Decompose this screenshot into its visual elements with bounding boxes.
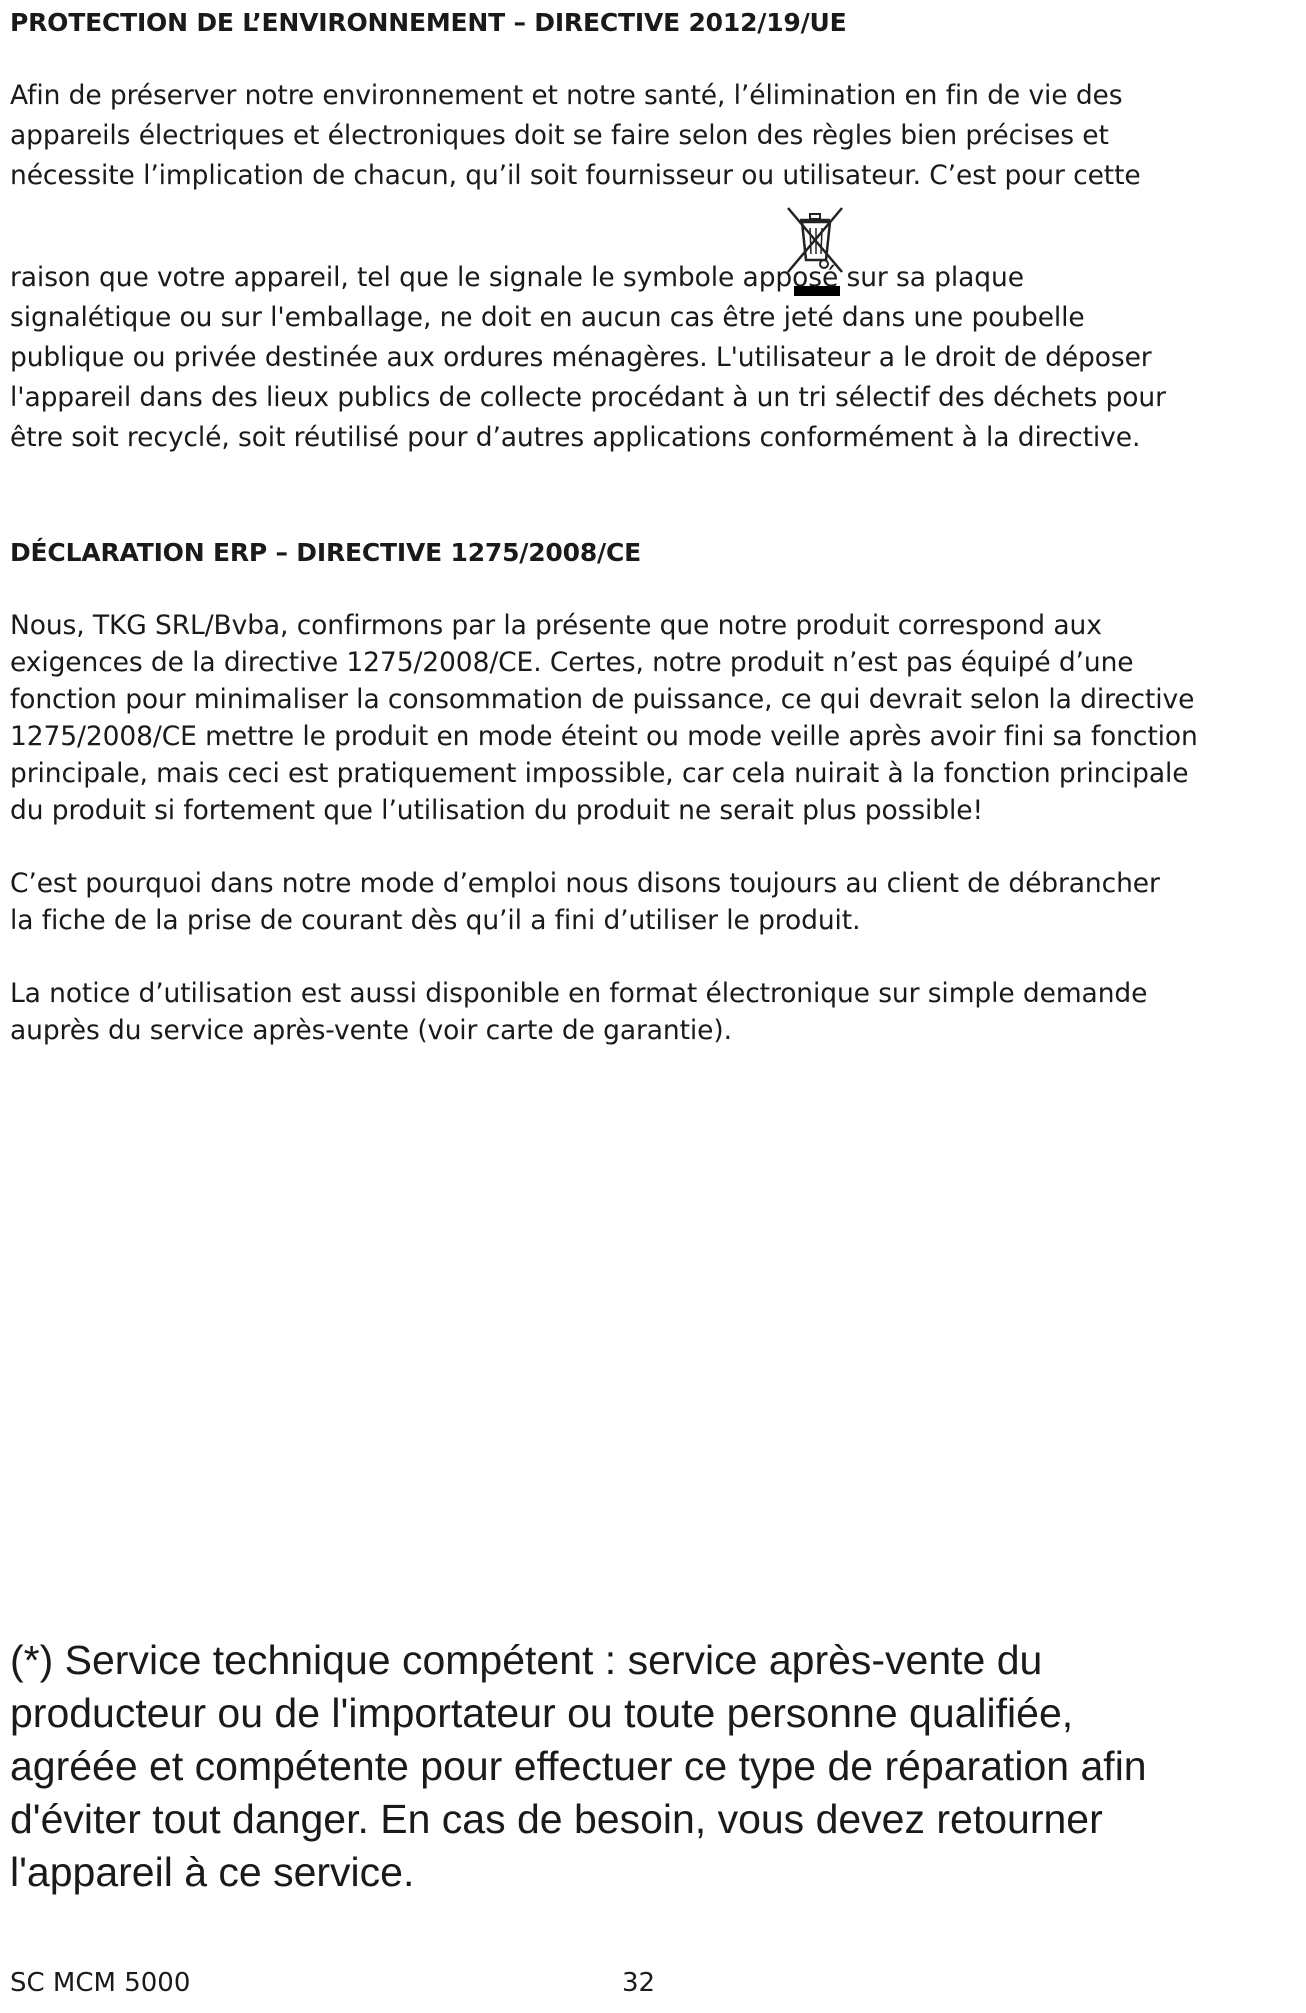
footnote-line: l'appareil à ce service. — [10, 1849, 415, 1895]
paragraph-line: raison que votre appareil, tel que le signale le symbole apposé sur sa plaque — [10, 262, 1024, 293]
section-heading-erp: DÉCLARATION ERP – DIRECTIVE 1275/2008/CE — [10, 538, 641, 567]
paragraph-line: du produit si fortement que l’utilisation du produit ne serait plus possible! — [10, 795, 984, 826]
paragraph-line: publique ou privée destinée aux ordures ménagères. L'utilisateur a le droit de déposer — [10, 342, 1152, 373]
paragraph-line: La notice d’utilisation est aussi disponible en format électronique sur simple demande — [10, 978, 1148, 1009]
paragraph-line: principale, mais ceci est pratiquement impossible, car cela nuirait à la fonction principale — [10, 758, 1189, 789]
footer-page-number: 32 — [622, 1968, 656, 1998]
footnote-line: producteur ou de l'importateur ou toute personne qualifiée, — [10, 1690, 1074, 1736]
paragraph-line: 1275/2008/CE mettre le produit en mode éteint ou mode veille après avoir fini sa fonction — [10, 721, 1198, 752]
paragraph-line: signalétique ou sur l'emballage, ne doit en aucun cas être jeté dans une poubelle — [10, 302, 1085, 333]
paragraph-line: l'appareil dans des lieux publics de collecte procédant à un tri sélectif des déchets pour — [10, 382, 1166, 413]
paragraph-line: C’est pourquoi dans notre mode d’emploi nous disons toujours au client de débrancher — [10, 868, 1160, 899]
paragraph-line: Nous, TKG SRL/Bvba, confirmons par la présente que notre produit correspond aux — [10, 610, 1102, 641]
footer-model: SC MCM 5000 — [10, 1968, 191, 1998]
paragraph-line: Afin de préserver notre environnement et notre santé, l’élimination en fin de vie des — [10, 80, 1123, 111]
paragraph-line: appareils électriques et électroniques doit se faire selon des règles bien précises et — [10, 120, 1109, 151]
section-heading-environment: PROTECTION DE L’ENVIRONNEMENT – DIRECTIVE 2012/19/UE — [10, 8, 847, 37]
paragraph-line: exigences de la directive 1275/2008/CE. Certes, notre produit n’est pas équipé d’une — [10, 647, 1134, 678]
paragraph-line: fonction pour minimaliser la consommation de puissance, ce qui devrait selon la directive — [10, 684, 1195, 715]
footnote-line: agréée et compétente pour effectuer ce type de réparation afin — [10, 1743, 1147, 1789]
paragraph-line: auprès du service après-vente (voir carte de garantie). — [10, 1015, 732, 1046]
paragraph-line: être soit recyclé, soit réutilisé pour d’autres applications conformément à la directive. — [10, 422, 1141, 453]
footnote-line: d'éviter tout danger. En cas de besoin, vous devez retourner — [10, 1796, 1103, 1842]
paragraph-line: nécessite l’implication de chacun, qu’il soit fournisseur ou utilisateur. C’est pour cette — [10, 160, 1141, 191]
footnote-line: (*) Service technique compétent : service après-vente du — [10, 1637, 1043, 1683]
paragraph-line: la fiche de la prise de courant dès qu’il a fini d’utiliser le produit. — [10, 905, 861, 936]
